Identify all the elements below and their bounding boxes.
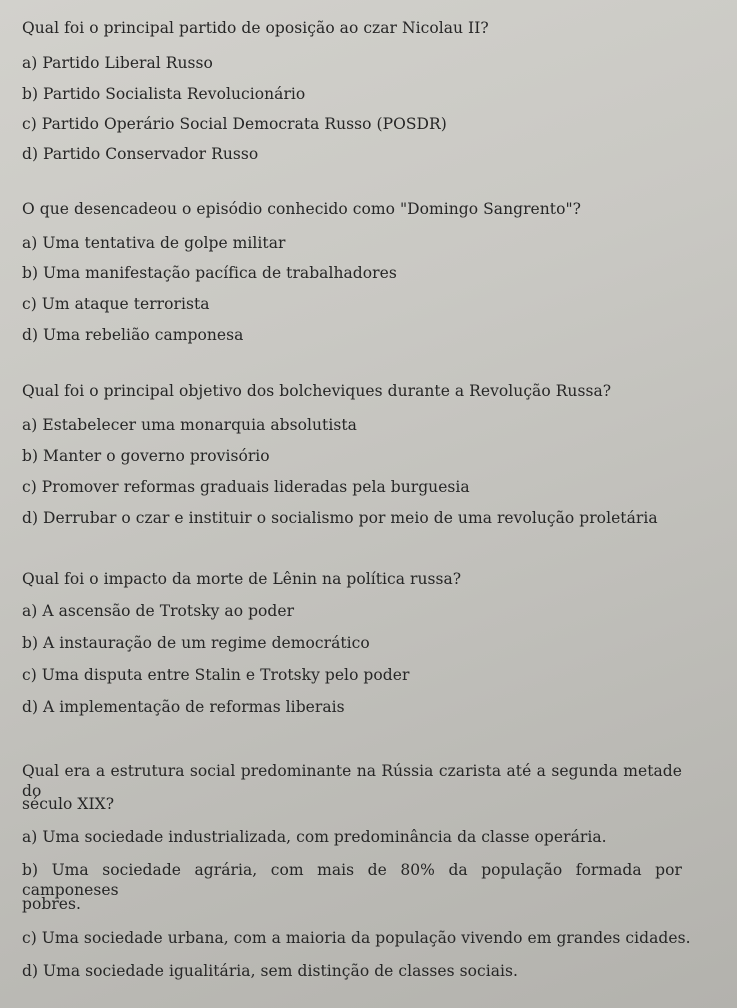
- question-4-prompt: Qual foi o impacto da morte de Lênin na política russa?: [22, 570, 462, 588]
- question-4-option-a: a) A ascensão de Trotsky ao poder: [22, 602, 295, 620]
- question-5-prompt-line-2: século XIX?: [22, 795, 115, 813]
- question-2-option-d: d) Uma rebelião camponesa: [22, 326, 244, 344]
- question-2-option-a: a) Uma tentativa de golpe militar: [22, 234, 286, 252]
- question-1-prompt: Qual foi o principal partido de oposição ao czar Nicolau II?: [22, 19, 489, 37]
- question-5-option-c: c) Uma sociedade urbana, com a maioria da população vivendo em grandes cidades.: [22, 929, 691, 947]
- question-5-option-b-continuation: pobres.: [22, 895, 81, 913]
- question-3-option-a: a) Estabelecer uma monarquia absolutista: [22, 416, 357, 434]
- question-1-option-c: c) Partido Operário Social Democrata Russo (POSDR): [22, 115, 447, 133]
- question-4-option-d: d) A implementação de reformas liberais: [22, 698, 345, 716]
- question-1-option-a: a) Partido Liberal Russo: [22, 54, 213, 72]
- question-3-prompt: Qual foi o principal objetivo dos bolcheviques durante a Revolução Russa?: [22, 382, 612, 400]
- question-3-option-d: d) Derrubar o czar e instituir o socialismo por meio de uma revolução proletária: [22, 509, 658, 527]
- question-1-option-d: d) Partido Conservador Russo: [22, 145, 259, 163]
- question-1-option-b: b) Partido Socialista Revolucionário: [22, 85, 306, 103]
- question-4-option-b: b) A instauração de um regime democrático: [22, 634, 370, 652]
- question-2-option-b: b) Uma manifestação pacífica de trabalhadores: [22, 264, 397, 282]
- question-2-option-c: c) Um ataque terrorista: [22, 295, 210, 313]
- question-2-prompt: O que desencadeou o episódio conhecido como "Domingo Sangrento"?: [22, 200, 582, 218]
- question-5-option-d: d) Uma sociedade igualitária, sem distinção de classes sociais.: [22, 962, 519, 980]
- question-5-prompt-line-1: Qual era a estrutura social predominante na Rússia czarista até a segunda metade do: [22, 762, 682, 800]
- question-5-option-a: a) Uma sociedade industrializada, com predominância da classe operária.: [22, 828, 607, 846]
- question-3-option-b: b) Manter o governo provisório: [22, 447, 270, 465]
- question-5-option-b: b) Uma sociedade agrária, com mais de 80% da população formada por camponeses: [22, 861, 682, 899]
- question-3-option-c: c) Promover reformas graduais lideradas pela burguesia: [22, 478, 470, 496]
- question-4-option-c: c) Uma disputa entre Stalin e Trotsky pelo poder: [22, 666, 410, 684]
